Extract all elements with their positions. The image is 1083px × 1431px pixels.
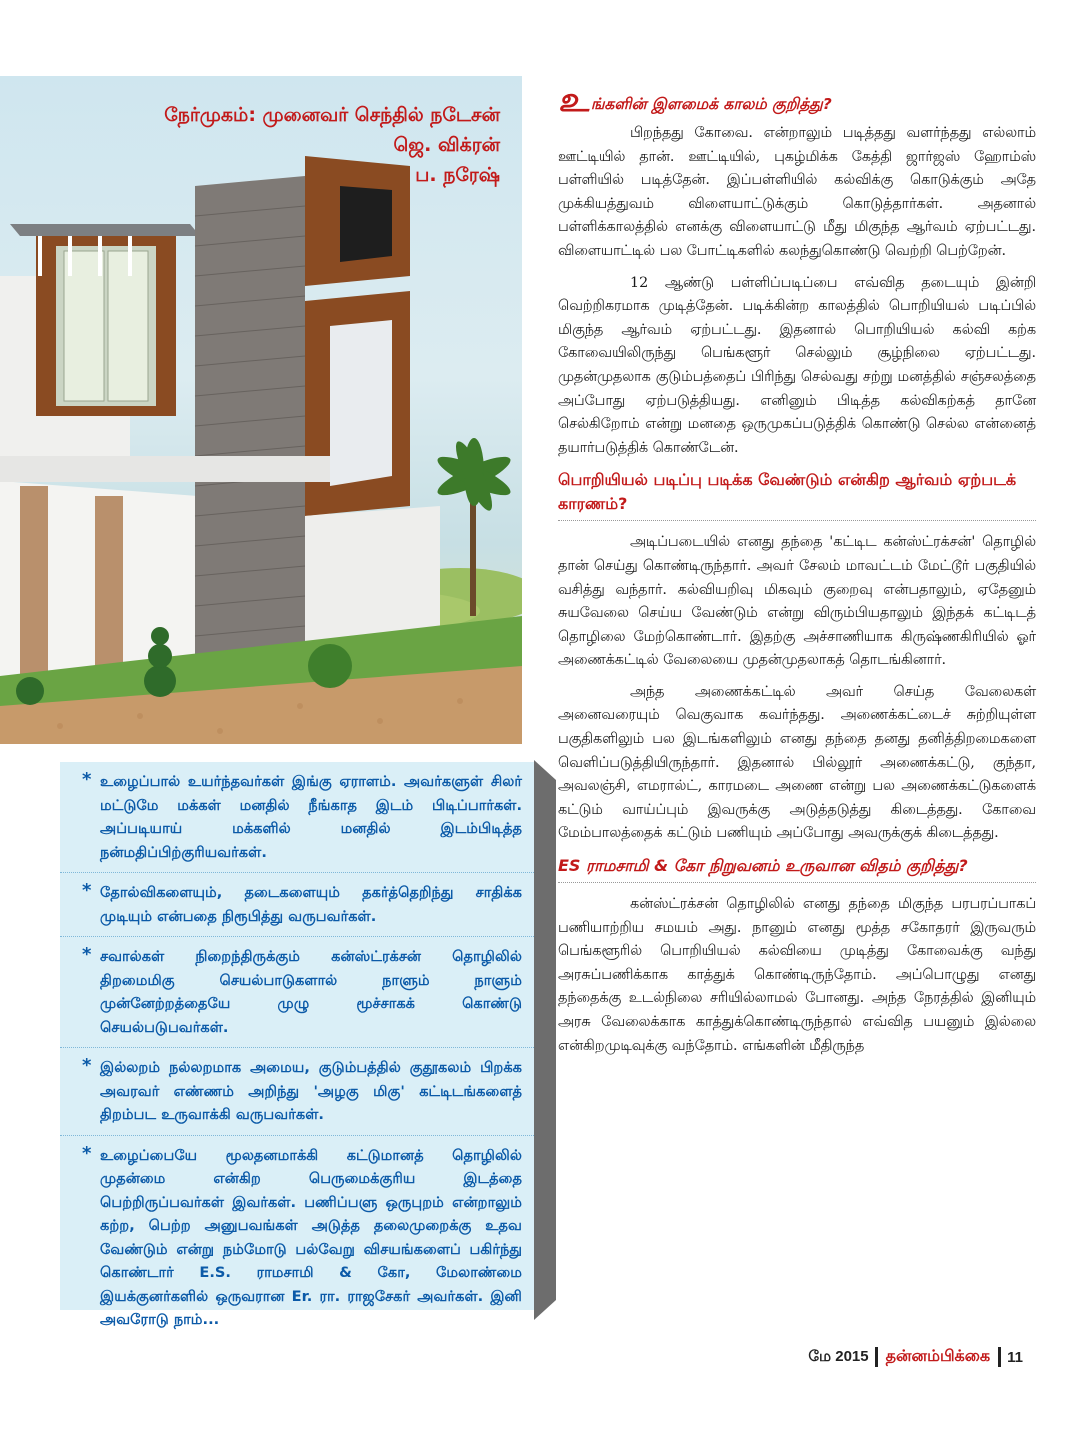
issue-date: மே 2015: [808, 1347, 869, 1365]
page-number: 11: [1007, 1348, 1023, 1366]
house-illustration: [0, 76, 522, 744]
list-item: [60, 1136, 534, 1340]
list-item: [60, 873, 534, 937]
byline: [164, 100, 500, 190]
interviewer-line: நேர்முகம்: முனைவர் செந்தில் நடேசன்: [164, 104, 500, 126]
highlight-text: உழைப்பால் உயர்ந்தவர்கள் இங்கு ஏராளம். அவர்களுள் சிலர் மட்டுமே மக்கள் மனதில் நீங்காத இடம் பிடிப்பார்கள். அப்படியாய் மக்களில் மனதில் இடம்பிடித்த நன்மதிப்பிற்குரியவர்கள்.: [100, 773, 522, 861]
highlight-text: இல்லறம் நல்லறமாக அமைய, குடும்பத்தில் குதூகலம் பிறக்க அவரவர் எண்ணம் அறிந்து 'அழகு மிகு' கட்டிடங்களைத் திறம்பட உருவாக்கி வருபவர்கள்.: [100, 1059, 522, 1123]
answer-paragraph: அடிப்படையில் எனது தந்தை 'கட்டிட கன்ஸ்ட்ரக்சன்' தொழில் தான் செய்து கொண்டிருந்தார். அவர் சேலம் மாவட்டம் மேட்டூர் பகுதியில் வசித்து வந்தார். கல்வியறிவு மிகவும் குறைவு என்பதாலும், ஏதேனும் சுயவேலை செய்ய வேண்டும் என்று விரும்பியதாலும் இந்தக் கட்டிடத் தொழிலை மேற்கொண்டார். இதற்கு அச்சாணியாக கிருஷ்ணகிரியில் ஓர் அணைக்கட்டில் வேலையை முதன்முதலாகத் தொடங்கினார்.: [558, 534, 1036, 669]
interview-column: [558, 80, 1036, 1066]
highlight-text: உழைப்பையே மூலதனமாக்கி கட்டுமானத் தொழிலில் முதன்மை என்கிற பெருமைக்குரிய இடத்தை பெற்றிருப்பவர்கள் இவர்கள். பணிப்பளு ஒருபுறம் என்றாலும் கற்ற, பெற்ற அனுபவங்கள் அடுத்த தலைமுறைக்கு உதவ வேண்டும் என்று நம்மோடு பல்வேறு விசயங்களைப் பகிர்ந்து கொண்டார் E.S. ராமசாமி & கோ, மேலாண்மை இயக்குனர்களில் ஒருவரான Er. ரா. ராஜசேகர் அவர்கள். இனி அவரோடு நாம்...: [100, 1146, 522, 1328]
bullet-icon: *: [82, 880, 92, 901]
list-item: [60, 937, 534, 1048]
bullet-icon: *: [82, 944, 92, 965]
bullet-icon: *: [82, 769, 92, 790]
answer-paragraph: 12 ஆண்டு பள்ளிப்படிப்பை எவ்வித தடையும் இன்றி வெற்றிகரமாக முடித்தேன். படிக்கின்ற காலத்தில் பொறியியல் படிப்பில் மிகுந்த ஆர்வம் ஏற்பட்டது. இதனால் பொறியியல் கல்வி கற்க கோவையிலிருந்து பெங்களூர் செல்லும் சூழ்நிலை ஏற்பட்டது. முதன்முதலாக குடும்பத்தைப் பிரிந்து செல்வது சற்று மனத்தில் சஞ்சலத்தை அப்போது ஏற்படுத்தியது. எனினும் பிடித்த கல்விகற்கத் தானே செல்கிறோம் என்று மனதை ஒருமுகப்படுத்திக் கொண்டு செல்ல என்னைத் தயார்படுத்திக் கொண்டேன்.: [558, 274, 1036, 456]
list-item: [60, 1048, 534, 1136]
highlights-list: [60, 762, 534, 1340]
answer-paragraph: கன்ஸ்ட்ரக்சன் தொழிலில் எனது தந்தை மிகுந்த பரபரப்பாகப் பணியாற்றிய சமயம் அது. நானும் எனது மூத்த சகோதரர் இருவரும் பெங்களூரில் பொறியியல் கல்வியை முடித்து கோவைக்கு வந்து அரசுப்பணிக்காக காத்துக் கொண்டிருந்தோம். அப்பொழுது எனது தந்தைக்கு உடல்நிலை சரியில்லாமல் போனது. அந்த நேரத்தில் இனியும் அரசு வேலைக்காக காத்துக்கொண்டிருந்தால் எவ்வித பயனும் இல்லை என்கிறமுடிவுக்கு வந்தோம். எங்களின் மீதிருந்த: [558, 896, 1036, 1054]
bullet-icon: *: [82, 1055, 92, 1076]
magazine-logo: தன்னம்பிக்கை: [875, 1347, 1002, 1367]
highlight-text: சவால்கள் நிறைந்திருக்கும் கன்ஸ்ட்ரக்சன் தொழிலில் திறமைமிகு செயல்பாடுகளால் நாளும் நாளும் முன்னேற்றத்தையே முழு மூச்சாகக் கொண்டு செயல்படுபவர்கள்.: [100, 948, 522, 1036]
question-heading: ES ராமசாமி & கோ நிறுவனம் உருவான விதம் குறித்து?: [558, 854, 1036, 883]
answer-paragraph: அந்த அணைக்கட்டில் அவர் செய்த வேலைகள் அனைவரையும் வெகுவாக கவர்ந்தது. அணைக்கட்டைச் சுற்றியுள்ள பகுதிகளிலும் பல இடங்களிலும் எனது தந்தை தனது தனித்திறமைகளை வெளிப்படுத்தியிருந்தார். இதனால் பில்லூர் அணைக்கட்டு, குந்தா, அவலஞ்சி, எமரால்ட், காரமடை அணை என்று பல அணைக்கட்டுகளைக் கட்டும் வாய்ப்பும் இவருக்கு அடுத்தடுத்து கிடைத்தது. கோவை மேம்பாலத்தைக் கட்டும் பணியும் அப்போது அவருக்குக் கிடைத்தது.: [558, 683, 1036, 842]
column-divider: [534, 760, 556, 1320]
question-heading: பொறியியல் படிப்பு படிக்க வேண்டும் என்கிற ஆர்வம் ஏற்படக் காரணம்?: [558, 468, 1036, 521]
answer-paragraph: பிறந்தது கோவை. என்றாலும் படித்தது வளர்ந்தது எல்லாம் ஊட்டியில் தான். ஊட்டியில், புகழ்மிக்க கேத்தி ஜார்ஜஸ் ஹோம்ஸ் பள்ளியில் படித்தேன். இப்பள்ளியில் கல்விக்கு கொடுக்கும் அதே முக்கியத்துவம் விளையாட்டுக்கும் கொடுத்தார்கள். அதனால் பள்ளிக்காலத்தில் எனக்கு விளையாட்டு மீது மிகுந்த ஆர்வம் ஏற்பட்டது. விளையாட்டில் பல போட்டிகளில் கலந்துகொண்டு வெற்றி பெற்றேன்.: [558, 125, 1036, 259]
highlight-text: தோல்விகளையும், தடைகளையும் தகர்த்தெறிந்து சாதிக்க முடியும் என்பதை நிரூபித்து வருபவர்கள்.: [100, 884, 522, 925]
author-name: ப. நரேஷ்: [415, 164, 500, 186]
highlights-box: [60, 762, 534, 1328]
list-item: [60, 762, 534, 873]
bullet-icon: *: [82, 1142, 92, 1164]
question-heading: உங்களின் இளமைக் காலம் குறித்து?: [558, 80, 832, 120]
drop-cap: உ: [558, 80, 589, 120]
author-name: ஜெ. விக்ரன்: [393, 134, 500, 156]
page-footer: [808, 1347, 1023, 1367]
